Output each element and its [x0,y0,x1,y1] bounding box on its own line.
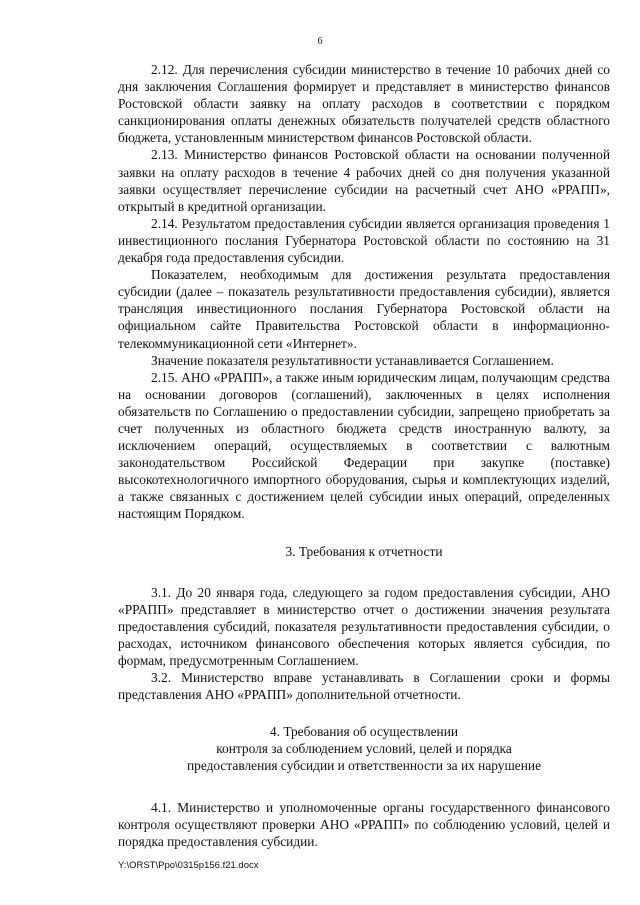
section-3-heading: 3. Требования к отчетности [285,543,443,559]
document-body [118,61,610,850]
section-4-heading-line-2: контроля за соблюдением условий, целей и порядка [216,741,512,757]
file-path-footer: Y:\ORST\Ppo\0315p156.f21.docx [118,860,259,871]
paragraph-3-2: 3.2. Министерство вправе устанавливать в Соглашении сроки и формы представления АНО «РРАПП» дополнительной отчетности. [118,670,610,703]
paragraph-3-1: 3.1. До 20 января года, следующего за годом предоставления субсидии, АНО «РРАПП» представляет в министерство отчет о достижении значения результата предоставления субсидий, показателя результативности предоставления субсидии, о расходах, источником финансового обеспечения которых является субсидия, по формам, предусмотренным Соглашением. [118,584,610,668]
section-4-heading [118,723,610,774]
section-4-heading-line-3: предоставления субсидии и ответственности за их нарушение [186,758,542,774]
section-4-heading-line-1: 4. Требования об осуществлении [269,724,459,740]
paragraph-4-1: 4.1. Министерство и уполномоченные органы государственного финансового контроля осуществляют проверки АНО «РРАПП» по соблюдению условий, целей и порядка предоставления субсидии. [118,799,610,849]
paragraph-2-13: 2.13. Министерство финансов Ростовской области на основании полученной заявки на оплату расходов в течение 4 рабочих дней со дня получения указанной заявки осуществляет перечисление субсидии на расчетный счет АНО «РРАПП», открытый в кредитной организации. [118,147,610,214]
paragraph-indicator: Показателем, необходимым для достижения результата предоставления субсидии (далее – показатель результативности предоставления субсидии), является трансляция инвестиционного послания Губернатора Ростовской области на официальном сайте Правительства Ростовской области в информационно-телекоммуникационной сети «Интернет». [118,267,610,351]
paragraph-2-15: 2.15. АНО «РРАПП», а также иным юридическим лицам, получающим средства на основании договоров (соглашений), заключенных в целях исполнения обязательств по Соглашению о предоставлении субсидии, запрещено приобретать за счет полученных из областного бюджета средств иностранную валюту, за исключением операций, осуществляемых в соответствии с валютным законодательством Российской Федерации при закупке (поставке) высокотехнологичного импортного оборудования, сырья и комплектующих изделий, а также связанных с достижением целей субсидии иных операций, определенных настоящим Порядком. [118,369,610,522]
paragraph-indicator-value: Значение показателя результативности устанавливается Соглашением. [151,352,554,368]
paragraph-2-14: 2.14. Результатом предоставления субсидии является организация проведения 1 инвестиционного послания Губернатора Ростовской области по состоянию на 31 декабря года предоставления субсидии. [118,215,610,266]
paragraph-2-12: 2.12. Для перечисления субсидии министерство в течение 10 рабочих дней со дня заключения Соглашения формирует и представляет в министерство финансов Ростовской области заявку на оплату расходов в соответствии с порядком санкционирования оплаты денежных обязательств получателей средств областного бюджета, установленным министерством финансов Ростовской области. [118,62,610,146]
page-number: 6 [317,36,323,47]
